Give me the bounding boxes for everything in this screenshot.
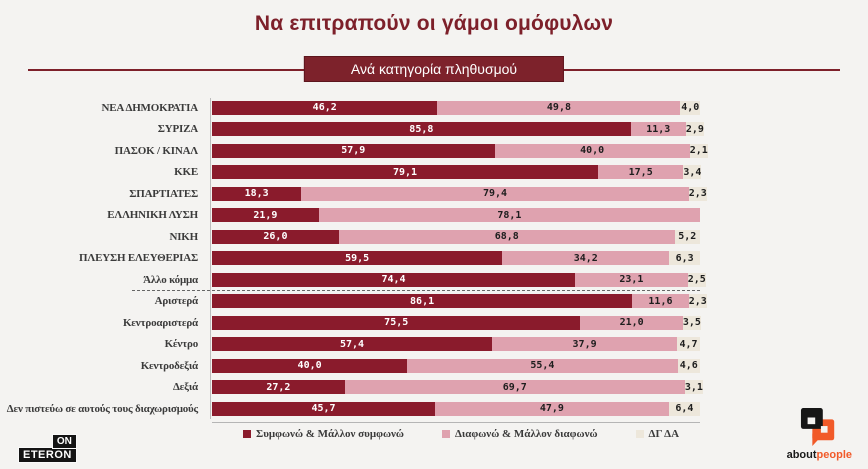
bar-track — [212, 144, 708, 158]
bar-value-label: 79,4 — [482, 188, 508, 200]
legend-label: Συμφωνώ & Μάλλον συμφωνώ — [256, 428, 404, 440]
legend-swatch — [636, 430, 644, 438]
bar-value-label: 5,2 — [678, 231, 697, 243]
eteron-logo — [18, 434, 77, 463]
bar-value-label: 69,7 — [502, 381, 527, 393]
category-label: ΠΑΣΟΚ / ΚΙΝΑΛ — [114, 144, 198, 157]
legend-label: Διαφωνώ & Μάλλον διαφωνώ — [454, 428, 598, 440]
category-label: ΝΕΑ ΔΗΜΟΚΡΑΤΙΑ — [101, 101, 198, 114]
category-label: ΚΚΕ — [174, 166, 198, 179]
bar-track — [212, 251, 700, 265]
bar-value-label: 2,9 — [685, 123, 704, 135]
chart-row — [0, 226, 868, 248]
bar-segment-series-1 — [631, 122, 686, 136]
bar-track — [212, 187, 707, 201]
category-label: Αριστερά — [154, 295, 198, 308]
bar-segment-series-0 — [212, 187, 301, 201]
bar-value-label: 27,2 — [266, 381, 291, 393]
bar-track — [212, 273, 706, 287]
chart-row — [0, 355, 868, 377]
axis-line-bottom — [212, 422, 700, 423]
legend-swatch — [442, 430, 450, 438]
bar-value-label: 86,1 — [410, 295, 435, 307]
bar-track — [212, 208, 700, 222]
bar-value-label: 68,8 — [494, 231, 519, 243]
bar-segment-series-1 — [345, 380, 685, 394]
bar-value-label: 6,3 — [675, 252, 694, 264]
legend-label: ΔΓ ΔΑ — [648, 428, 680, 440]
bar-value-label: 46,2 — [312, 102, 337, 114]
chart-row — [0, 97, 868, 119]
bar-segment-series-1 — [632, 294, 689, 308]
bar-value-label: 57,4 — [340, 338, 365, 350]
bar-segment-series-0 — [212, 359, 407, 373]
legend-item — [243, 428, 404, 440]
bar-segment-series-1 — [339, 230, 675, 244]
section-divider — [0, 55, 868, 85]
eteron-logo-on: ON — [52, 434, 77, 449]
bar-track — [212, 316, 700, 330]
bar-value-label: 75,5 — [384, 317, 409, 329]
bar-value-label: 4,6 — [679, 360, 698, 372]
bar-segment-series-2 — [689, 294, 707, 308]
bar-track — [212, 101, 700, 115]
bar-value-label: 17,5 — [628, 166, 653, 178]
bar-segment-series-2 — [689, 187, 707, 201]
bar-value-label: 2,1 — [689, 145, 708, 157]
bar-track — [212, 165, 700, 179]
bar-value-label: 78,1 — [497, 209, 522, 221]
bar-segment-series-1 — [575, 273, 688, 287]
bar-value-label: 21,0 — [619, 317, 644, 329]
bar-segment-series-1 — [580, 316, 682, 330]
category-label: Δεν πιστεύω σε αυτούς τους διαχωρισμούς — [6, 402, 198, 415]
aboutpeople-word-people: people — [816, 449, 852, 461]
chart-rows — [0, 97, 868, 420]
legend-swatch — [243, 430, 251, 438]
bar-track — [212, 402, 700, 416]
bar-track — [212, 380, 703, 394]
chart-row — [0, 291, 868, 313]
bar-track — [212, 294, 707, 308]
chart-row — [0, 398, 868, 420]
chart-row — [0, 183, 868, 205]
bar-value-label: 49,8 — [546, 102, 571, 114]
bar-value-label: 23,1 — [619, 274, 644, 286]
chart-row — [0, 377, 868, 399]
aboutpeople-word-about: about — [786, 449, 817, 461]
bar-value-label: 45,7 — [311, 403, 336, 415]
bar-segment-series-0 — [212, 251, 502, 265]
bar-value-label: 57,9 — [341, 145, 366, 157]
category-label: ΣΠΑΡΤΙΑΤΕΣ — [129, 187, 198, 200]
bar-value-label: 2,3 — [688, 295, 707, 307]
bar-segment-series-2 — [675, 230, 700, 244]
category-label: Δεξιά — [172, 381, 198, 394]
bar-value-label: 74,4 — [381, 274, 406, 286]
bar-value-label: 26,0 — [263, 231, 288, 243]
chart-title: Να επιτραπούν οι γάμοι ομόφυλων — [254, 12, 614, 35]
bar-segment-series-1 — [301, 187, 688, 201]
aboutpeople-speech-bubbles-icon — [800, 406, 838, 448]
bar-value-label: 11,3 — [646, 123, 671, 135]
legend-item — [636, 428, 679, 440]
section-badge: Ανά κατηγορία πληθυσμού — [304, 56, 564, 82]
bar-value-label: 55,4 — [530, 360, 555, 372]
bar-segment-series-0 — [212, 208, 319, 222]
bar-track — [212, 359, 700, 373]
bar-segment-series-0 — [212, 144, 495, 158]
bar-value-label: 34,2 — [573, 252, 598, 264]
category-label: Κέντρο — [164, 338, 198, 351]
category-label: ΝΙΚΗ — [169, 230, 198, 243]
bar-segment-series-2 — [688, 273, 706, 287]
category-label: Κεντροδεξιά — [140, 359, 198, 372]
chart-legend — [243, 428, 679, 440]
bar-segment-series-2 — [683, 316, 701, 330]
bar-segment-series-1 — [319, 208, 700, 222]
bar-segment-series-1 — [598, 165, 683, 179]
bar-value-label: 3,5 — [682, 317, 701, 329]
bar-value-label: 85,8 — [409, 123, 434, 135]
bar-value-label: 11,6 — [648, 295, 673, 307]
bar-value-label: 2,3 — [688, 188, 707, 200]
category-label: ΠΛΕΥΣΗ ΕΛΕΥΘΕΡΙΑΣ — [79, 252, 198, 265]
bar-segment-series-1 — [435, 402, 669, 416]
bar-segment-series-0 — [212, 294, 632, 308]
bar-value-label: 40,0 — [297, 360, 322, 372]
bar-value-label: 3,4 — [683, 166, 702, 178]
chart-row — [0, 140, 868, 162]
bar-value-label: 37,9 — [572, 338, 597, 350]
bar-segment-series-1 — [437, 101, 680, 115]
bar-segment-series-2 — [680, 101, 700, 115]
stacked-bar-chart — [0, 97, 868, 457]
bar-segment-series-1 — [495, 144, 690, 158]
chart-row — [0, 269, 868, 291]
bar-segment-series-2 — [690, 144, 708, 158]
category-label: ΕΛΛΗΝΙΚΗ ΛΥΣΗ — [107, 209, 198, 222]
bar-value-label: 47,9 — [539, 403, 564, 415]
bar-segment-series-1 — [492, 337, 677, 351]
bar-value-label: 18,3 — [244, 188, 269, 200]
bar-segment-series-0 — [212, 316, 580, 330]
bar-segment-series-2 — [669, 402, 700, 416]
bar-value-label: 40,0 — [580, 145, 605, 157]
bar-value-label: 6,4 — [675, 403, 694, 415]
bar-segment-series-0 — [212, 380, 345, 394]
category-label: Άλλο κόμμα — [143, 273, 198, 286]
chart-row — [0, 248, 868, 270]
group-divider-dashed — [132, 290, 700, 291]
chart-row — [0, 205, 868, 227]
bar-value-label: 79,1 — [392, 166, 418, 178]
bar-value-label: 21,9 — [253, 209, 278, 221]
bar-segment-series-0 — [212, 230, 339, 244]
category-label: ΣΥΡΙΖΑ — [157, 123, 198, 136]
chart-row — [0, 312, 868, 334]
bar-track — [212, 122, 704, 136]
bar-segment-series-0 — [212, 273, 575, 287]
bar-segment-series-2 — [677, 337, 700, 351]
bar-value-label: 2,5 — [687, 274, 706, 286]
chart-row — [0, 162, 868, 184]
aboutpeople-logo — [787, 406, 852, 461]
chart-row — [0, 334, 868, 356]
bar-segment-series-2 — [669, 251, 700, 265]
bar-segment-series-0 — [212, 165, 598, 179]
bar-value-label: 4,0 — [681, 102, 700, 114]
bar-segment-series-1 — [502, 251, 669, 265]
eteron-logo-eteron: ETERON — [18, 447, 77, 463]
category-label: Κεντροαριστερά — [122, 316, 198, 329]
legend-item — [442, 428, 598, 440]
aboutpeople-wordmark — [787, 449, 852, 461]
axis-line-vertical — [210, 98, 211, 419]
bar-segment-series-0 — [212, 122, 631, 136]
bar-track — [212, 337, 700, 351]
bar-value-label: 3,1 — [684, 381, 703, 393]
bar-segment-series-2 — [678, 359, 700, 373]
bar-value-label: 59,5 — [345, 252, 370, 264]
bar-segment-series-1 — [407, 359, 677, 373]
bar-segment-series-2 — [683, 165, 701, 179]
chart-row — [0, 119, 868, 141]
bar-value-label: 4,7 — [679, 338, 698, 350]
bar-segment-series-2 — [686, 122, 704, 136]
bar-segment-series-0 — [212, 402, 435, 416]
bar-segment-series-0 — [212, 101, 437, 115]
bar-segment-series-2 — [685, 380, 703, 394]
bar-track — [212, 230, 700, 244]
bar-segment-series-0 — [212, 337, 492, 351]
